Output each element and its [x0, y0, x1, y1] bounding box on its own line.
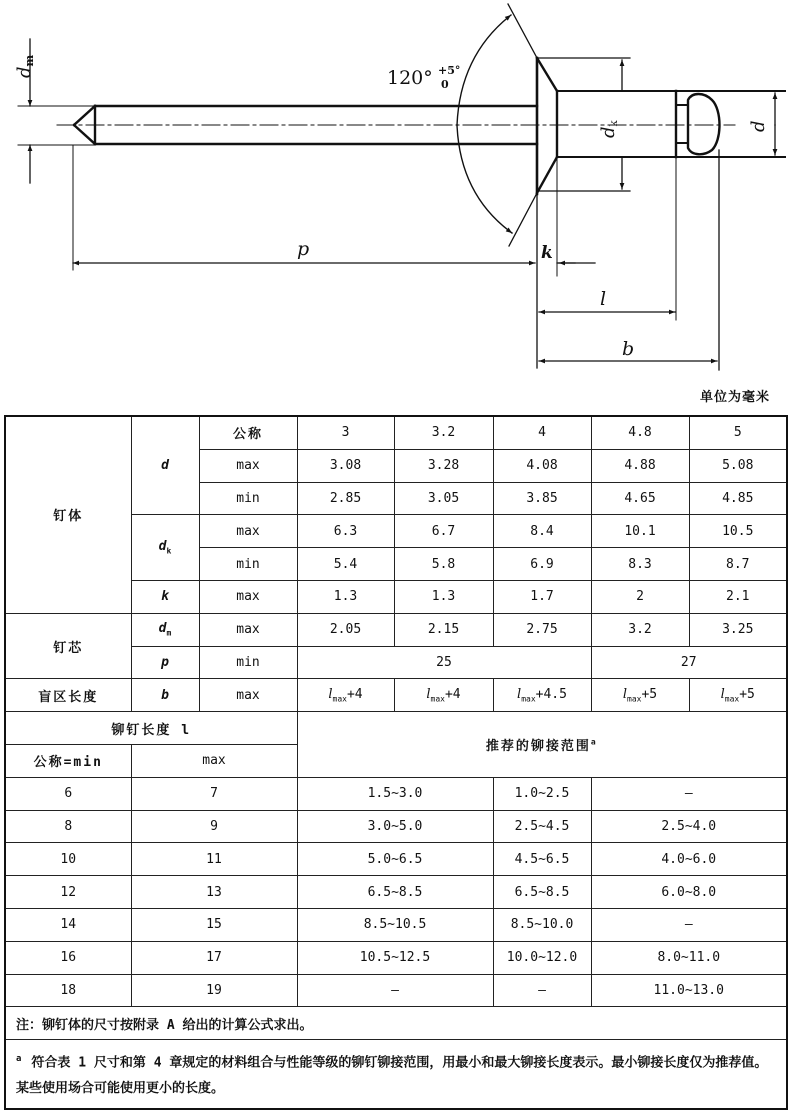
table-row-rivet-length-header [5, 712, 787, 745]
unit-label: 单位为毫米 [699, 390, 770, 405]
table-row-d-nominal [5, 416, 787, 449]
grip-range-cell: 3.0~5.0 [297, 810, 493, 843]
grip-range-cell: 11.0~13.0 [591, 974, 787, 1007]
group-body: 钉体 [5, 416, 131, 613]
rivet-head-shape [537, 58, 557, 194]
symbol-p: p [131, 646, 199, 679]
d-max-cell: 4.88 [591, 449, 689, 482]
dk-max-cell: 6.7 [394, 515, 493, 548]
dk-label: dk [598, 120, 620, 138]
grip-range-cell: — [297, 974, 493, 1007]
b-max-cell: $l_{max}+5$ [689, 679, 787, 712]
mandrel-head-shape [676, 94, 720, 154]
grip-range-header: 推荐的铆接范围$^a$ [297, 712, 787, 778]
grip-range-cell: 8.0~11.0 [591, 941, 787, 974]
nominal-d-cell: 4.8 [591, 416, 689, 449]
group-mandrel: 钉芯 [5, 613, 131, 679]
length-max-cell: 11 [131, 843, 297, 876]
rivet-technical-drawing [0, 0, 790, 380]
table-note: 注：铆钉体的尺寸按附录 A 给出的计算公式求出。 [5, 1007, 787, 1040]
symbol-k: k [131, 580, 199, 613]
nominal-d-cell: 5 [689, 416, 787, 449]
rivet-dimension-table [4, 415, 788, 1110]
group-blind-side: 盲区长度 [5, 679, 131, 712]
d-min-cell: 2.85 [297, 482, 394, 515]
grip-range-cell: — [493, 974, 591, 1007]
dm-max-cell: 2.05 [297, 613, 394, 646]
p-label: p [297, 238, 310, 260]
nominal-d-cell: 3 [297, 416, 394, 449]
grip-range-cell: 1.5~3.0 [297, 777, 493, 810]
dk-min-cell: 8.7 [689, 548, 787, 581]
length-max-label: max [131, 744, 297, 777]
grip-row [5, 908, 787, 941]
grip-range-cell: 10.5~12.5 [297, 941, 493, 974]
nominal-d-cell: 3.2 [394, 416, 493, 449]
length-nominal-cell: 6 [5, 777, 131, 810]
nominal-d-cell: 4 [493, 416, 591, 449]
dk-min-cell: 5.8 [394, 548, 493, 581]
label-max: max [199, 613, 297, 646]
symbol-dk: $d_k$ [131, 515, 199, 581]
length-max-cell: 7 [131, 777, 297, 810]
label-nominal: 公称 [199, 416, 297, 449]
angle-tolerance-lower: 0 [441, 78, 449, 91]
grip-row [5, 810, 787, 843]
grip-range-cell: 5.0~6.5 [297, 843, 493, 876]
l-label: l [600, 288, 607, 310]
grip-row [5, 876, 787, 909]
rivet-length-header: 铆钉长度 l [5, 712, 297, 745]
length-max-cell: 17 [131, 941, 297, 974]
length-max-cell: 15 [131, 908, 297, 941]
b-max-cell: $l_{max}+5$ [591, 679, 689, 712]
table-row-dm-max [5, 613, 787, 646]
length-nominal-cell: 18 [5, 974, 131, 1007]
dm-max-cell: 3.2 [591, 613, 689, 646]
d-label: d [748, 120, 769, 132]
label-max: max [199, 449, 297, 482]
p-min-cell: 25 [297, 646, 591, 679]
d-min-cell: 4.85 [689, 482, 787, 515]
grip-range-cell: 6.5~8.5 [493, 876, 591, 909]
grip-range-cell: 8.5~10.0 [493, 908, 591, 941]
dk-min-cell: 8.3 [591, 548, 689, 581]
dk-max-cell: 6.3 [297, 515, 394, 548]
grip-range-cell: 2.5~4.5 [493, 810, 591, 843]
label-min: min [199, 548, 297, 581]
length-nominal-cell: 16 [5, 941, 131, 974]
k-max-cell: 1.7 [493, 580, 591, 613]
k-max-cell: 1.3 [297, 580, 394, 613]
d-max-cell: 4.08 [493, 449, 591, 482]
k-max-cell: 2 [591, 580, 689, 613]
dm-max-cell: 2.75 [493, 613, 591, 646]
label-min: min [199, 482, 297, 515]
angle-arc-top [457, 15, 511, 125]
symbol-dm: $d_m$ [131, 613, 199, 646]
grip-row [5, 941, 787, 974]
grip-range-cell: — [591, 908, 787, 941]
dk-min-cell: 6.9 [493, 548, 591, 581]
dk-max-cell: 8.4 [493, 515, 591, 548]
table-row-b-max [5, 679, 787, 712]
d-min-cell: 3.85 [493, 482, 591, 515]
length-max-cell: 13 [131, 876, 297, 909]
dm-max-cell: 2.15 [394, 613, 493, 646]
length-max-cell: 19 [131, 974, 297, 1007]
dk-max-cell: 10.1 [591, 515, 689, 548]
angle-tolerance-upper: +5° [438, 64, 461, 77]
label-min: min [199, 646, 297, 679]
d-max-cell: 5.08 [689, 449, 787, 482]
k-label: k [541, 243, 553, 263]
length-nominal-cell: 14 [5, 908, 131, 941]
grip-range-cell: 1.0~2.5 [493, 777, 591, 810]
length-nominal-cell: 8 [5, 810, 131, 843]
grip-range-cell: 6.5~8.5 [297, 876, 493, 909]
b-label: b [622, 338, 635, 360]
k-max-cell: 2.1 [689, 580, 787, 613]
dm-label: dm [14, 54, 36, 78]
grip-range-cell: 4.0~6.0 [591, 843, 787, 876]
symbol-d: d [131, 416, 199, 515]
length-max-cell: 9 [131, 810, 297, 843]
length-nominal-cell: 12 [5, 876, 131, 909]
label-max: max [199, 679, 297, 712]
grip-row [5, 777, 787, 810]
d-min-cell: 3.05 [394, 482, 493, 515]
grip-range-cell: 2.5~4.0 [591, 810, 787, 843]
d-max-cell: 3.28 [394, 449, 493, 482]
angle-arc-bottom [457, 125, 512, 233]
table-row-footnote [5, 1040, 787, 1110]
grip-range-cell: — [591, 777, 787, 810]
angle-label: 120° [387, 67, 433, 89]
grip-row [5, 843, 787, 876]
d-max-cell: 3.08 [297, 449, 394, 482]
dm-max-cell: 3.25 [689, 613, 787, 646]
grip-range-cell: 4.5~6.5 [493, 843, 591, 876]
b-max-cell: $l_{max}+4$ [297, 679, 394, 712]
p-min-cell: 27 [591, 646, 787, 679]
grip-range-cell: 10.0~12.0 [493, 941, 591, 974]
grip-range-cell: 8.5~10.5 [297, 908, 493, 941]
grip-row [5, 974, 787, 1007]
nominal-min-label: 公称=min [5, 744, 131, 777]
dk-max-cell: 10.5 [689, 515, 787, 548]
symbol-b: b [131, 679, 199, 712]
k-max-cell: 1.3 [394, 580, 493, 613]
table-footnote: $^a$ 符合表 1 尺寸和第 4 章规定的材料组合与性能等级的铆钉铆接范围，用最小和最大铆接长度表示。最小铆接长度仅为推荐值。某些使用场合可能使用更小的长度。 [5, 1040, 787, 1110]
table-row-note [5, 1007, 787, 1040]
b-max-cell: $l_{max}+4.5$ [493, 679, 591, 712]
d-min-cell: 4.65 [591, 482, 689, 515]
grip-range-cell: 6.0~8.0 [591, 876, 787, 909]
label-max: max [199, 515, 297, 548]
length-nominal-cell: 10 [5, 843, 131, 876]
b-max-cell: $l_{max}+4$ [394, 679, 493, 712]
label-max: max [199, 580, 297, 613]
dk-min-cell: 5.4 [297, 548, 394, 581]
